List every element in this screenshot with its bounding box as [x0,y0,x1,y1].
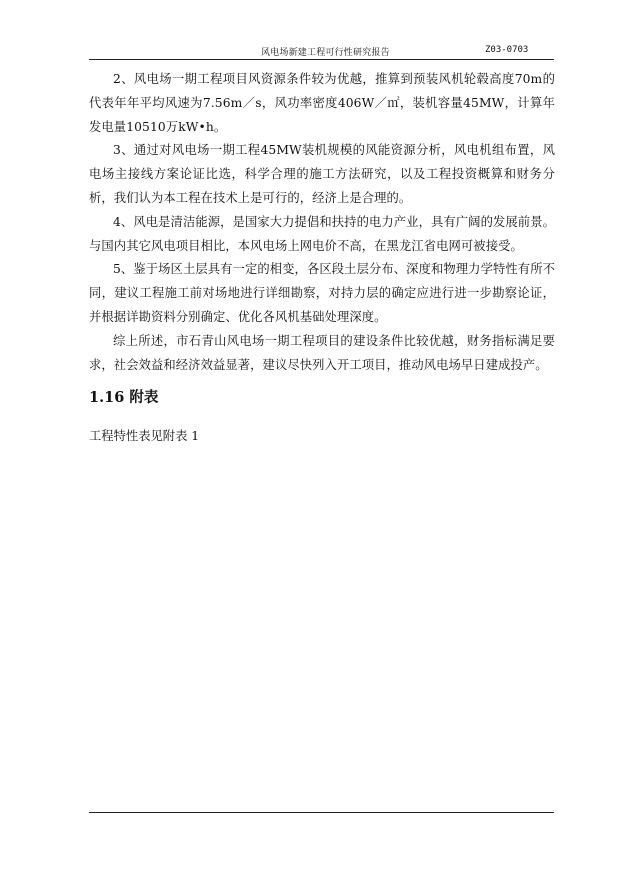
section-heading: 1.16 附表 [89,389,159,406]
paragraph-wind-resource: 2、风电场一期工程项目风资源条件较为优越，推算到预装风机轮毂高度70m的代表年年平均风速为7.56m／s，风功率密度406W／㎡，装机容量45MW，计算年发电量10510万kW•h。 [89,72,555,134]
header-document-code: Z03-0703 [485,45,529,55]
paragraph-conclusion: 综上所述，市石青山风电场一期工程项目的建设条件比较优越，财务指标满足要求，社会效益和经济效益显著，建议尽快列入开工项目，推动风电场早日建成投产。 [89,333,555,372]
paragraph-feasibility: 3、通过对风电场一期工程45MW装机规模的风能资源分析，风电机组布置，风电场主接线方案论证比选，科学合理的施工方法研究，以及工程投资概算和财务分析，我们认为本工程在技术上是可行的，经济上是合理的。 [89,143,555,205]
header-title: 风电场新建工程可行性研究报告 [261,48,390,58]
footer-rule [89,812,554,813]
paragraph-soil-survey: 5、鉴于场区土层具有一定的相变，各区段土层分布、深度和物理力学特性有所不同，建议工程施工前对场地进行详细勘察，对持力层的确定应进行进一步勘察论证，并根据详勘资料分别确定、优化各风机基础处理深度。 [89,262,555,324]
body-text [89,68,555,377]
page-header [89,43,554,60]
appendix-reference: 工程特性表见附表 1 [89,429,200,443]
paragraph-clean-energy: 4、风电是清洁能源，是国家大力提倡和扶持的电力产业，具有广阔的发展前景。与国内其它风电项目相比，本风电场上网电价不高，在黑龙江省电网可被接受。 [89,214,555,253]
